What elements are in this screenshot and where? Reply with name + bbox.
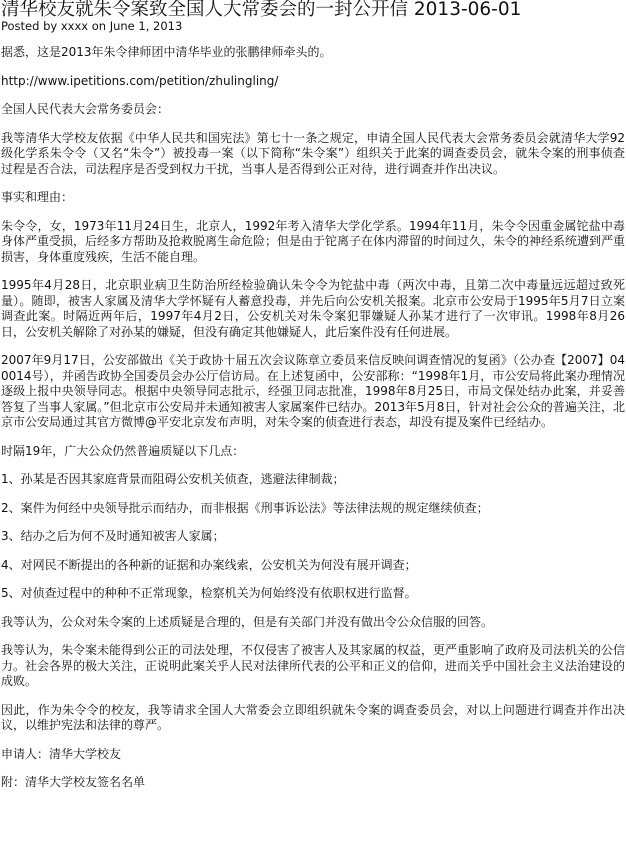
salutation: 全国人民代表大会常务委员会：	[1, 102, 170, 116]
petition-link[interactable]: http://www.ipetitions.com/petition/zhulingling/	[1, 73, 279, 88]
question-item-1: 1、孙某是否因其家庭背景而阻碍公安机关侦查，逃避法律制裁；	[1, 472, 345, 486]
question-item-2: 2、案件为何经中央领导批示而结办，而非根据《刑事诉讼法》等法律法规的规定继续侦查；	[1, 500, 489, 515]
request-conclusion: 因此，作为朱令令的校友，我等请求全国人大常委会立即组织就朱令案的调查委员会，对以上问题进行调查并作出决议，以维护宪法和法律的尊严。	[1, 702, 625, 732]
questions-intro: 时隔19年，广大公众仍然普遍质疑以下几点：	[1, 443, 245, 458]
question-item-3: 3、结办之后为何不及时通知被害人家属；	[1, 529, 225, 543]
applicant-line: 申请人：清华大学校友	[1, 746, 122, 761]
facts-paragraph-2: 1995年4月28日，北京职业病卫生防治所经检验确认朱令令为铊盐中毒（两次中毒，且第二次中毒量远远超过致死量）。随即，被害人家属及清华大学怀疑有人蓄意投毒，并先后向公安机关报案。北京市公安局于1995年5月7日立案调查此案。时隔近两年后，1997年4月2日，公安机关对朱令案犯罪嫌疑人孙某才进行了一次审讯。1998年8月26日，公安机关解除了对孙某的嫌疑，但没有确定其他嫌疑人，此后案件没有任何进展。	[1, 278, 625, 339]
attachment-line: 附：清华大学校友签名名单	[1, 775, 146, 789]
question-item-4: 4、对网民不断提出的各种新的证据和办案线索，公安机关为何没有展开调查；	[1, 557, 417, 572]
facts-paragraph-1: 朱令令，女，1973年11月24日生，北京人，1992年考入清华大学化学系。1994年11月，朱令令因重金属铊盐中毒身体严重受损，后经多方帮助及抢救脱离生命危险；但是由于铊离子在体内滞留的时间过久，朱令的神经系统遭到严重损害，身体重度残疾，生活不能自理。	[1, 218, 626, 264]
intro-paragraph: 据悉，这是2013年朱令律师团中清华毕业的张鹏律师牵头的。	[1, 45, 332, 59]
opinion-paragraph-2: 我等认为，朱令案未能得到公正的司法处理，不仅侵害了被害人及其家属的权益，更严重影响了政府及司法机关的公信力。社会各界的极大关注，正说明此案关乎人民对法律所代表的公平和正义的信仰，进而关乎中国社会主义法治建设的成败。	[1, 643, 626, 688]
facts-heading: 事实和理由：	[1, 190, 74, 204]
article-byline: Posted by xxxx on June 1, 2013	[1, 19, 183, 33]
request-paragraph: 我等清华大学校友依据《中华人民共和国宪法》第七十一条之规定，申请全国人民代表大会常务委员会就清华大学92级化学系朱令令（又名“朱令”）被投毒一案（以下简称“朱令案”）组织关于此案的调查委员会，就朱令案的刑事侦查过程是否合法，司法程序是否受到权力干扰，当事人是否得到公正对待，进行调查并作出决议。	[1, 130, 625, 176]
facts-paragraph-3: 2007年9月17日，公安部做出《关于政协十届五次会议陈章立委员来信反映问调查情况的复函》（公办查【2007】040014号），并函告政协全国委员会办公厅信访局。在上述复函中，公安部称：“1998年1月，市公安局将此案办理情况逐级上报中央领导同志。根据中央领导同志批示，经强卫同志批准，1998年8月25日，市局文保处结办此案，并妥善答复了当事人家属。”但北京市公安局并未通知被害人家属案件已结办。2013年5月8日，针对社会公众的普遍关注，北京市公安局通过其官方微博@平安北京发布声明，对朱令案的侦查进行表态，却没有提及案件已经结办。	[1, 353, 625, 429]
opinion-paragraph-1: 我等认为，公众对朱令案的上述质疑是合理的，但是有关部门并没有做出令公众信服的回答。	[1, 614, 494, 629]
question-item-5: 5、对侦查过程中的种种不正常现象，检察机关为何始终没有依职权进行监督。	[1, 586, 417, 600]
article-title: 清华校友就朱令案致全国人大常委会的一封公开信 2013-06-01	[1, 0, 522, 20]
